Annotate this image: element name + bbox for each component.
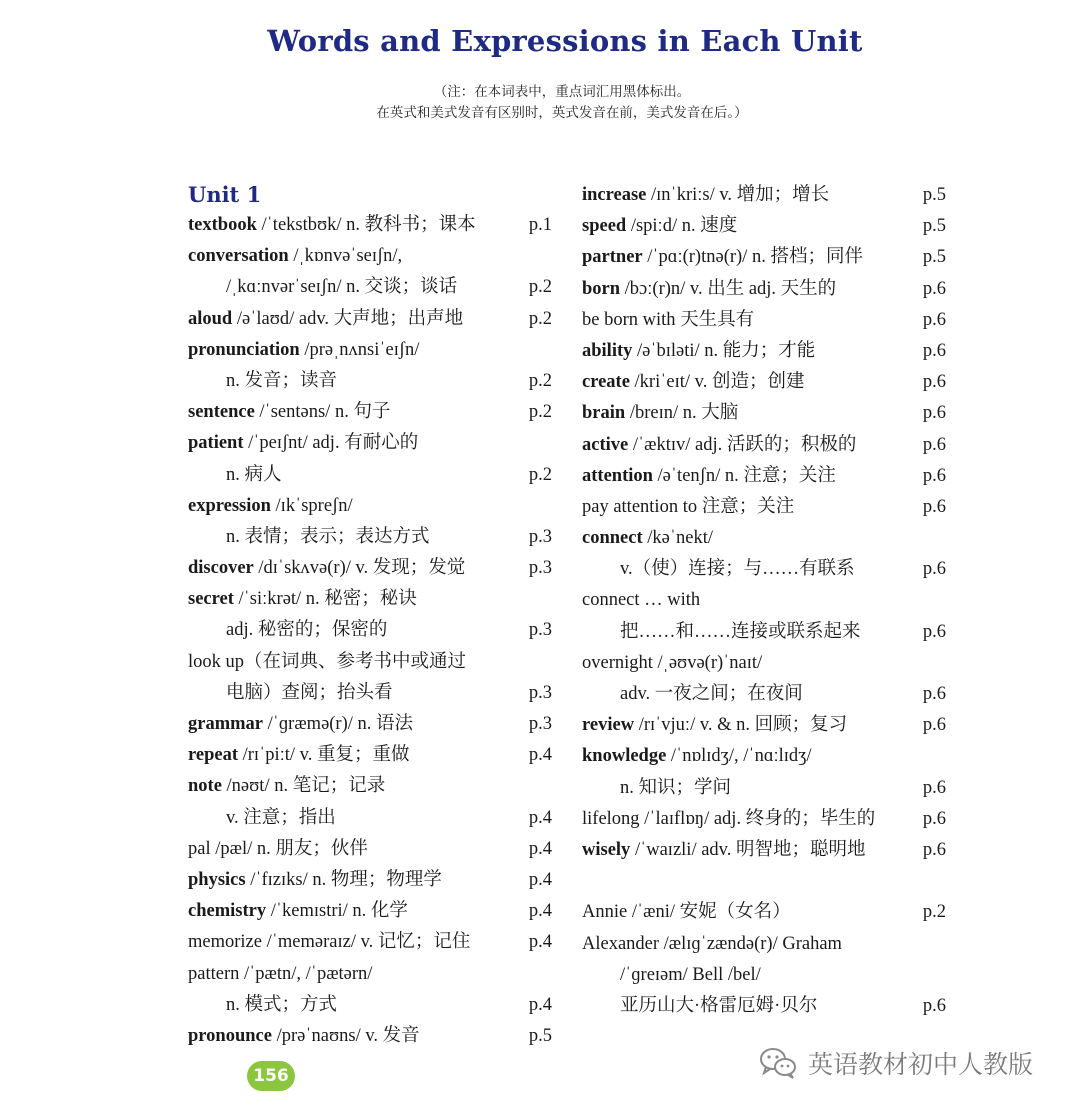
page-ref: p.5 <box>528 1025 552 1046</box>
entry-text: /kriˈeɪt/ v. 创造；创建 <box>629 372 805 393</box>
page-ref: p.6 <box>922 465 946 486</box>
note-line-2: 在英式和美式发音有区别时，英式发音在前，美式发音在后。） <box>376 105 748 121</box>
headword: conversation <box>188 246 289 267</box>
entry-row <box>188 553 552 584</box>
entry-row <box>582 398 946 429</box>
watermark <box>758 1043 1033 1083</box>
entry-text: be born with 天生具有 <box>582 309 755 330</box>
page-ref: p.6 <box>922 715 946 736</box>
entry-text: /spiːd/ n. 速度 <box>626 216 738 237</box>
page-ref: p.3 <box>528 526 552 547</box>
entry-text: /ˈæktɪv/ adj. 活跃的；积极的 <box>628 434 857 455</box>
wechat-icon <box>758 1045 798 1081</box>
entry-row <box>188 834 552 865</box>
page-ref: p.6 <box>922 372 946 393</box>
page-ref: p.4 <box>528 807 552 828</box>
page-ref: p.3 <box>528 558 552 579</box>
entry-row <box>188 428 552 459</box>
entry-text: /ˈɡræmə(r)/ n. 语法 <box>263 714 414 734</box>
left-column <box>188 180 552 1052</box>
entry-text: n. 发音；读音 <box>226 370 338 391</box>
entry-row <box>582 523 946 554</box>
entry-text: /əˈlaʊd/ adv. 大声地；出声地 <box>232 308 464 329</box>
entry-row <box>582 679 946 710</box>
entry-row <box>582 897 946 928</box>
entry-text: /ˈsiːkrət/ n. 秘密；秘诀 <box>233 589 417 610</box>
entry-row <box>582 305 946 336</box>
page-ref: p.6 <box>922 496 946 517</box>
entry-row <box>188 397 552 428</box>
entry-row <box>188 491 552 522</box>
page-ref: p.6 <box>922 309 946 330</box>
entry-row <box>188 678 552 709</box>
headword: sentence <box>188 402 255 423</box>
headword: expression <box>188 495 271 516</box>
entry-text: 亚历山大·格雷厄姆·贝尔 <box>620 995 818 1016</box>
entry-row <box>582 180 946 211</box>
headword: create <box>582 372 630 393</box>
page-ref: p.4 <box>528 994 552 1015</box>
entry-text: /ˌkɑːnvərˈseɪʃn/ n. 交谈；谈话 <box>226 277 458 298</box>
entry-row <box>188 241 552 272</box>
headword: grammar <box>188 714 263 734</box>
entry-row <box>188 927 552 958</box>
page-ref: p.3 <box>528 682 552 703</box>
headword: pronunciation <box>188 339 300 360</box>
entry-text: v.（使）连接；与……有联系 <box>620 559 855 580</box>
headword: attention <box>582 465 653 486</box>
page-ref: p.2 <box>528 402 552 423</box>
headword: chemistry <box>188 901 267 922</box>
page-ref: p.5 <box>922 247 946 268</box>
headword: patient <box>188 433 244 454</box>
page-ref: p.2 <box>922 902 946 923</box>
entry-text: /əˈtenʃn/ n. 注意；关注 <box>652 465 836 486</box>
entry-text: n. 病人 <box>226 464 282 485</box>
entry-row <box>582 991 946 1022</box>
entry-text: /bɔː(r)n/ v. 出生 adj. 天生的 <box>620 278 837 299</box>
page-ref: p.6 <box>922 278 946 299</box>
headword: knowledge <box>582 746 667 767</box>
page-ref: p.6 <box>922 340 946 361</box>
entry-text: /əˈbɪləti/ n. 能力；才能 <box>632 340 816 361</box>
page-ref: p.6 <box>922 621 946 642</box>
headword: speed <box>582 216 627 237</box>
entry-row <box>188 335 552 366</box>
entry-text: look up（在词典、参考书中或通过 <box>188 651 467 672</box>
entry-text: connect … with <box>582 590 701 611</box>
entry-row <box>582 835 946 866</box>
entry-text: pal /pæl/ n. 朋友；伙伴 <box>188 838 368 859</box>
page-ref: p.1 <box>528 215 552 235</box>
headword: physics <box>188 869 246 890</box>
page-ref: p.6 <box>922 434 946 455</box>
entry-row <box>582 211 946 242</box>
entry-text: adj. 秘密的；保密的 <box>226 620 388 641</box>
entry-row <box>188 272 552 303</box>
entry-row <box>188 615 552 646</box>
page-ref: p.3 <box>528 620 552 641</box>
entry-row <box>582 336 946 367</box>
entry-row <box>188 304 552 335</box>
entry-row <box>582 710 946 741</box>
entry-row <box>582 648 946 679</box>
entry-row <box>188 709 552 740</box>
entry-row <box>188 647 552 678</box>
page-title: Words and Expressions in Each Unit <box>267 24 863 58</box>
page-ref: p.2 <box>528 308 552 329</box>
unit-heading: Unit 1 <box>188 182 262 207</box>
entry-row <box>582 367 946 398</box>
entry-row <box>582 430 946 461</box>
page-number-badge: 156 <box>247 1061 295 1091</box>
page-ref: p.2 <box>528 277 552 298</box>
entry-text: /prəˌnʌnsiˈeɪʃn/ <box>299 339 420 360</box>
entry-row <box>582 773 946 804</box>
page-ref: p.3 <box>528 714 552 734</box>
entry-text: /dɪˈskʌvə(r)/ v. 发现；发觉 <box>253 558 466 579</box>
entry-text: lifelong /ˈlaɪflɒŋ/ adj. 终身的；毕生的 <box>582 808 876 829</box>
entry-text: /ˈwaɪzli/ adv. 明智地；聪明地 <box>630 839 866 860</box>
page-ref: p.6 <box>922 559 946 580</box>
entry-row <box>582 617 946 648</box>
entry-text: overnight /ˌəʊvə(r)ˈnaɪt/ <box>582 652 763 673</box>
entry-row <box>188 771 552 802</box>
entry-row <box>582 929 946 960</box>
entry-text: /ˈsentəns/ n. 句子 <box>254 402 391 423</box>
page-ref: p.6 <box>922 777 946 798</box>
headword: partner <box>582 247 643 268</box>
headword: aloud <box>188 308 233 329</box>
headword: active <box>582 434 629 455</box>
entry-row <box>188 740 552 771</box>
headword: textbook <box>188 215 257 235</box>
entry-row <box>188 990 552 1021</box>
entry-text: /ˈtekstbʊk/ n. 教科书；课本 <box>256 215 476 235</box>
entry-row <box>188 959 552 990</box>
entry-text: pattern /ˈpætn/, /ˈpætərn/ <box>188 963 373 984</box>
entry-row <box>582 804 946 835</box>
entry-text: Annie /ˈæni/ 安妮（女名） <box>582 902 791 923</box>
headword: wisely <box>582 839 631 860</box>
row-spacer <box>582 866 946 897</box>
entry-text: /breɪn/ n. 大脑 <box>625 403 739 424</box>
entry-text: adv. 一夜之间；在夜间 <box>620 684 803 704</box>
headword: note <box>188 776 222 797</box>
entry-row <box>188 896 552 927</box>
headword: brain <box>582 403 626 424</box>
entry-text: 把……和……连接或联系起来 <box>620 621 861 642</box>
entry-row <box>188 584 552 615</box>
entry-text: /ˈnɒlɪdʒ/, /ˈnɑːlɪdʒ/ <box>666 746 812 767</box>
entry-text: /ɪkˈspreʃn/ <box>270 495 353 516</box>
entry-text: pay attention to 注意；关注 <box>582 496 795 517</box>
page-ref: p.2 <box>528 464 552 485</box>
entry-text: /prəˈnaʊns/ v. 发音 <box>271 1025 420 1046</box>
entry-text: /ˈfɪzɪks/ n. 物理；物理学 <box>245 869 442 890</box>
entry-text: /rɪˈpiːt/ v. 重复；重做 <box>238 745 410 766</box>
headword: discover <box>188 558 254 579</box>
headword: ability <box>582 340 633 361</box>
entry-row <box>188 522 552 553</box>
page-ref: p.6 <box>922 839 946 860</box>
page-ref: p.6 <box>922 684 946 704</box>
headword: review <box>582 715 635 736</box>
entry-row <box>188 460 552 491</box>
entry-text: 电脑）查阅；抬头看 <box>226 682 393 703</box>
headword: born <box>582 278 621 299</box>
page-ref: p.4 <box>528 869 552 890</box>
headword: increase <box>582 185 647 205</box>
page-ref: p.6 <box>922 808 946 829</box>
entry-row <box>582 461 946 492</box>
entry-row <box>582 492 946 523</box>
entry-text: n. 表情；表示；表达方式 <box>226 526 430 547</box>
entry-row <box>582 242 946 273</box>
entry-row <box>582 585 946 616</box>
entry-row <box>582 960 946 991</box>
headword: pronounce <box>188 1025 272 1046</box>
entry-text: /ˈpeɪʃnt/ adj. 有耐心的 <box>243 433 419 454</box>
entry-text: /ˈkemɪstri/ n. 化学 <box>266 901 408 922</box>
page-ref: p.4 <box>528 838 552 859</box>
entry-row <box>188 210 552 241</box>
entry-text: n. 知识；学问 <box>620 777 732 798</box>
entry-text: /nəʊt/ n. 笔记；记录 <box>221 776 386 797</box>
entry-text: v. 注意；指出 <box>226 807 336 828</box>
entry-text: /ˌkɒnvəˈseɪʃn/, <box>288 246 403 267</box>
page-ref: p.4 <box>528 745 552 766</box>
entry-text: memorize /ˈmeməraɪz/ v. 记忆；记住 <box>188 932 471 953</box>
entry-row <box>188 1021 552 1052</box>
page-ref: p.5 <box>922 216 946 237</box>
entry-text: Alexander /ælɪɡˈzændə(r)/ Graham <box>582 933 842 954</box>
entry-text: /ɪnˈkriːs/ v. 增加；增长 <box>646 185 830 205</box>
note-line-1: （注：在本词表中，重点词汇用黑体标出。 <box>433 84 691 100</box>
page-ref: p.4 <box>528 901 552 922</box>
entry-row <box>188 803 552 834</box>
entry-row <box>582 741 946 772</box>
headword: connect <box>582 528 643 549</box>
entry-text: /ˈɡreɪəm/ Bell /bel/ <box>620 964 761 985</box>
entry-row <box>582 554 946 585</box>
entry-text: n. 模式；方式 <box>226 994 338 1015</box>
page-ref: p.6 <box>922 995 946 1016</box>
entry-row <box>582 274 946 305</box>
page-ref: p.5 <box>922 185 946 205</box>
page-ref: p.4 <box>528 932 552 953</box>
entry-text: /rɪˈvjuː/ v. & n. 回顾；复习 <box>634 715 848 736</box>
entry-text: /kəˈnekt/ <box>642 528 714 549</box>
page-ref: p.2 <box>528 370 552 391</box>
entry-row <box>188 865 552 896</box>
entry-text: /ˈpɑː(r)tnə(r)/ n. 搭档；同伴 <box>642 247 863 268</box>
headword: secret <box>188 589 234 610</box>
entry-row <box>188 366 552 397</box>
watermark-text: 英语教材初中人教版 <box>808 1050 1034 1079</box>
page-ref: p.6 <box>922 403 946 424</box>
right-column <box>582 180 946 1022</box>
headword: repeat <box>188 745 238 766</box>
